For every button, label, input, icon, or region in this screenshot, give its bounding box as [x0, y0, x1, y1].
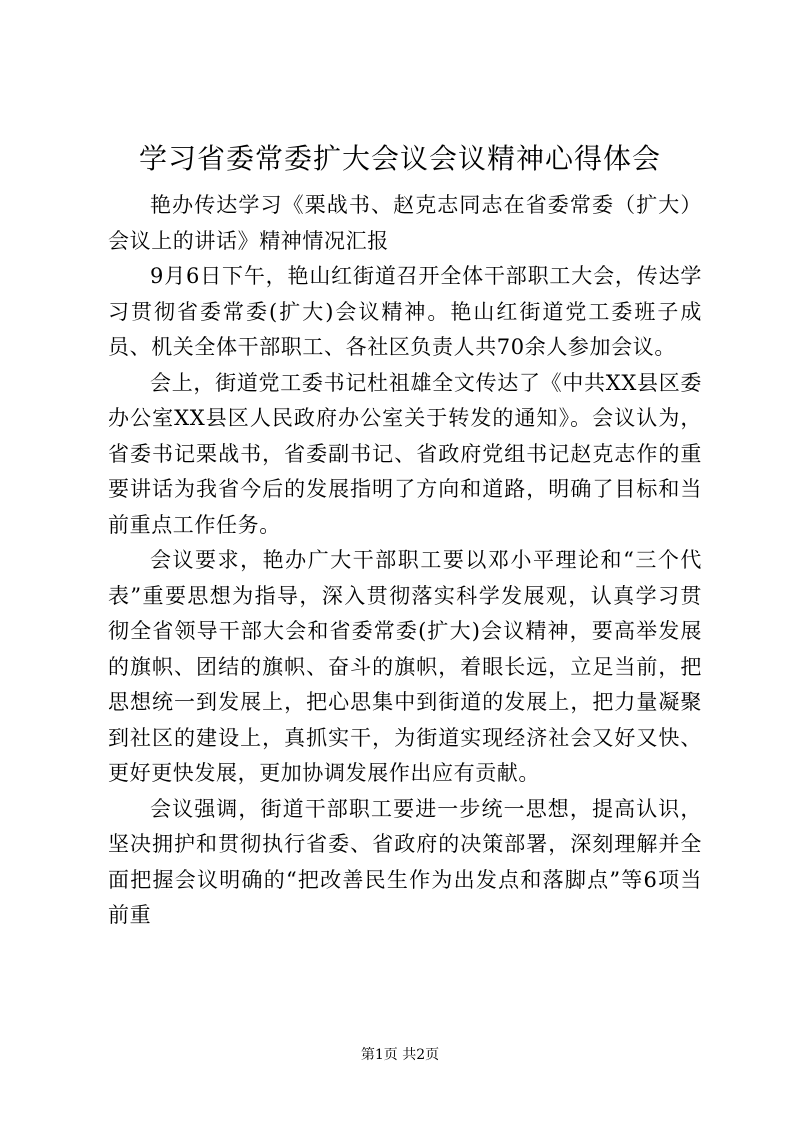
document-title: 学习省委常委扩大会议会议精神心得体会 [138, 142, 661, 175]
paragraph-meeting-content: 会上，街道党工委书记杜祖雄全文传达了《中共XX县区委办公室XX县区人民政府办公室关于转发的通知》。会议认为，省委书记栗战书，省委副书记、省政府党组书记赵克志作的重要讲话为我省今后的发展指明了方向和道路，明确了目标和当前重点工作任务。 [108, 370, 702, 537]
paragraph-meeting-requirements: 会议要求，艳办广大干部职工要以邓小平理论和“三个代表”重要思想为指导，深入贯彻落实科学发展观，认真学习贯彻全省领导干部大会和省委常委(扩大)会议精神，要高举发展的旗帜、团结的旗帜、奋斗的旗帜，着眼长远，立足当前，把思想统一到发展上，把心思集中到街道的发展上，把力量凝聚到社区的建设上，真抓实干，为街道实现经济社会又好又快、更好更快发展，更加协调发展作出应有贡献。 [108, 548, 702, 785]
paragraph-meeting-intro: 9月6日下午，艳山红街道召开全体干部职工大会，传达学习贯彻省委常委(扩大)会议精神。艳山红街道党工委班子成员、机关全体干部职工、各社区负责人共70余人参加会议。 [108, 264, 702, 359]
document-body [108, 188, 702, 934]
paragraph-report-heading: 艳办传达学习《栗战书、赵克志同志在省委常委（扩大）会议上的讲话》精神情况汇报 [108, 193, 702, 253]
paragraph-meeting-emphasis: 会议强调，街道干部职工要进一步统一思想，提高认识，坚决拥护和贯彻执行省委、省政府的决策部署，深刻理解并全面把握会议明确的“把改善民生作为出发点和落脚点”等6项当前重 [108, 796, 702, 927]
page-number-footer: 第1页 共2页 [360, 1047, 440, 1063]
